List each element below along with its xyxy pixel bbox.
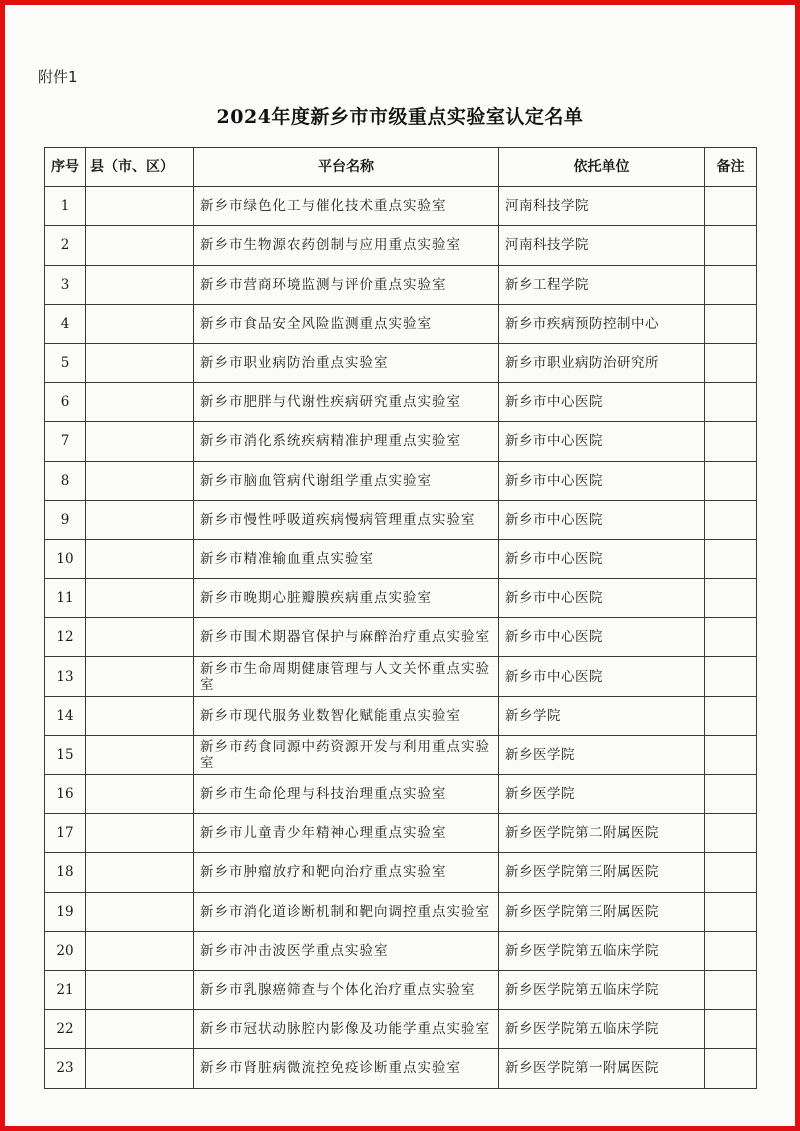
county-cell	[86, 304, 194, 343]
host-unit: 河南科技学院	[499, 187, 705, 226]
table-row	[45, 226, 757, 265]
table-row	[45, 814, 757, 853]
note-cell	[705, 853, 757, 892]
platform-name: 新乡市晚期心脏瓣膜疾病重点实验室	[194, 579, 499, 618]
table-row	[45, 853, 757, 892]
note-cell	[705, 775, 757, 814]
platform-name: 新乡市职业病防治重点实验室	[194, 343, 499, 382]
row-number: 12	[45, 618, 86, 657]
host-unit: 新乡市中心医院	[499, 422, 705, 461]
note-cell	[705, 461, 757, 500]
row-number: 23	[45, 1049, 86, 1088]
host-unit: 新乡医学院第三附属医院	[499, 853, 705, 892]
county-cell	[86, 383, 194, 422]
table-row	[45, 970, 757, 1009]
platform-name: 新乡市肥胖与代谢性疾病研究重点实验室	[194, 383, 499, 422]
platform-name: 新乡市儿童青少年精神心理重点实验室	[194, 814, 499, 853]
county-cell	[86, 1010, 194, 1049]
row-number: 15	[45, 735, 86, 774]
host-unit: 新乡市职业病防治研究所	[499, 343, 705, 382]
header-row	[45, 148, 757, 187]
county-cell	[86, 343, 194, 382]
row-number: 20	[45, 931, 86, 970]
county-cell	[86, 814, 194, 853]
row-number: 5	[45, 343, 86, 382]
table-row	[45, 579, 757, 618]
table-row	[45, 1010, 757, 1049]
note-cell	[705, 539, 757, 578]
table-row	[45, 1049, 757, 1088]
document-title: 2024年度新乡市市级重点实验室认定名单	[216, 106, 584, 128]
county-cell	[86, 931, 194, 970]
row-number: 14	[45, 696, 86, 735]
table-row	[45, 696, 757, 735]
column-header-unit: 依托单位	[499, 148, 705, 187]
county-cell	[86, 226, 194, 265]
row-number: 7	[45, 422, 86, 461]
row-number: 17	[45, 814, 86, 853]
table-row	[45, 265, 757, 304]
host-unit: 新乡市中心医院	[499, 461, 705, 500]
row-number: 6	[45, 383, 86, 422]
host-unit: 新乡市中心医院	[499, 539, 705, 578]
platform-name: 新乡市药食同源中药资源开发与利用重点实验室	[194, 735, 499, 774]
platform-name: 新乡市食品安全风险监测重点实验室	[194, 304, 499, 343]
note-cell	[705, 735, 757, 774]
county-cell	[86, 500, 194, 539]
county-cell	[86, 422, 194, 461]
platform-name: 新乡市乳腺癌筛查与个体化治疗重点实验室	[194, 970, 499, 1009]
county-cell	[86, 579, 194, 618]
note-cell	[705, 383, 757, 422]
row-number: 3	[45, 265, 86, 304]
note-cell	[705, 1010, 757, 1049]
note-cell	[705, 970, 757, 1009]
host-unit: 新乡医学院第五临床学院	[499, 970, 705, 1009]
host-unit: 新乡医学院	[499, 735, 705, 774]
county-cell	[86, 735, 194, 774]
row-number: 1	[45, 187, 86, 226]
host-unit: 新乡市中心医院	[499, 500, 705, 539]
platform-name: 新乡市生物源农药创制与应用重点实验室	[194, 226, 499, 265]
row-number: 18	[45, 853, 86, 892]
note-cell	[705, 1049, 757, 1088]
host-unit: 新乡市中心医院	[499, 383, 705, 422]
host-unit: 新乡医学院第三附属医院	[499, 892, 705, 931]
table-row	[45, 618, 757, 657]
platform-name: 新乡市消化道诊断机制和靶向调控重点实验室	[194, 892, 499, 931]
county-cell	[86, 970, 194, 1009]
note-cell	[705, 618, 757, 657]
table-row	[45, 931, 757, 970]
note-cell	[705, 343, 757, 382]
table-header	[45, 148, 757, 187]
row-number: 21	[45, 970, 86, 1009]
table-row	[45, 657, 757, 696]
host-unit: 新乡市中心医院	[499, 657, 705, 696]
platform-name: 新乡市营商环境监测与评价重点实验室	[194, 265, 499, 304]
row-number: 22	[45, 1010, 86, 1049]
county-cell	[86, 853, 194, 892]
note-cell	[705, 892, 757, 931]
county-cell	[86, 265, 194, 304]
platform-name: 新乡市脑血管病代谢组学重点实验室	[194, 461, 499, 500]
lab-list-table	[44, 147, 757, 1089]
host-unit: 新乡市疾病预防控制中心	[499, 304, 705, 343]
platform-name: 新乡市绿色化工与催化技术重点实验室	[194, 187, 499, 226]
county-cell	[86, 657, 194, 696]
note-cell	[705, 422, 757, 461]
table-row	[45, 539, 757, 578]
note-cell	[705, 226, 757, 265]
platform-name: 新乡市生命周期健康管理与人文关怀重点实验室	[194, 657, 499, 696]
platform-name: 新乡市精准输血重点实验室	[194, 539, 499, 578]
platform-name: 新乡市肿瘤放疗和靶向治疗重点实验室	[194, 853, 499, 892]
county-cell	[86, 696, 194, 735]
platform-name: 新乡市现代服务业数智化赋能重点实验室	[194, 696, 499, 735]
host-unit: 河南科技学院	[499, 226, 705, 265]
host-unit: 新乡市中心医院	[499, 618, 705, 657]
county-cell	[86, 892, 194, 931]
note-cell	[705, 657, 757, 696]
host-unit: 新乡学院	[499, 696, 705, 735]
table-row	[45, 187, 757, 226]
table-row	[45, 735, 757, 774]
platform-name: 新乡市冠状动脉腔内影像及功能学重点实验室	[194, 1010, 499, 1049]
host-unit: 新乡医学院第一附属医院	[499, 1049, 705, 1088]
row-number: 11	[45, 579, 86, 618]
county-cell	[86, 1049, 194, 1088]
note-cell	[705, 265, 757, 304]
platform-name: 新乡市冲击波医学重点实验室	[194, 931, 499, 970]
host-unit: 新乡市中心医院	[499, 579, 705, 618]
note-cell	[705, 187, 757, 226]
table-row	[45, 343, 757, 382]
county-cell	[86, 187, 194, 226]
column-header-platform: 平台名称	[194, 148, 499, 187]
row-number: 10	[45, 539, 86, 578]
row-number: 9	[45, 500, 86, 539]
host-unit: 新乡医学院第五临床学院	[499, 1010, 705, 1049]
platform-name: 新乡市肾脏病微流控免疫诊断重点实验室	[194, 1049, 499, 1088]
row-number: 2	[45, 226, 86, 265]
note-cell	[705, 931, 757, 970]
table-row	[45, 461, 757, 500]
platform-name: 新乡市慢性呼吸道疾病慢病管理重点实验室	[194, 500, 499, 539]
host-unit: 新乡医学院第二附属医院	[499, 814, 705, 853]
note-cell	[705, 500, 757, 539]
note-cell	[705, 304, 757, 343]
county-cell	[86, 775, 194, 814]
table-row	[45, 383, 757, 422]
table-row	[45, 500, 757, 539]
county-cell	[86, 461, 194, 500]
column-header-county: 县（市、区）	[86, 148, 194, 187]
platform-name: 新乡市消化系统疾病精准护理重点实验室	[194, 422, 499, 461]
row-number: 13	[45, 657, 86, 696]
row-number: 19	[45, 892, 86, 931]
platform-name: 新乡市生命伦理与科技治理重点实验室	[194, 775, 499, 814]
county-cell	[86, 618, 194, 657]
host-unit: 新乡医学院	[499, 775, 705, 814]
platform-name: 新乡市围术期器官保护与麻醉治疗重点实验室	[194, 618, 499, 657]
note-cell	[705, 696, 757, 735]
host-unit: 新乡医学院第五临床学院	[499, 931, 705, 970]
host-unit: 新乡工程学院	[499, 265, 705, 304]
column-header-note: 备注	[705, 148, 757, 187]
table-body	[45, 187, 757, 1088]
row-number: 4	[45, 304, 86, 343]
table-row	[45, 775, 757, 814]
attachment-label: 附件1	[38, 68, 78, 86]
table-row	[45, 892, 757, 931]
note-cell	[705, 579, 757, 618]
table-row	[45, 422, 757, 461]
table-row	[45, 304, 757, 343]
row-number: 8	[45, 461, 86, 500]
county-cell	[86, 539, 194, 578]
column-header-no: 序号	[45, 148, 86, 187]
note-cell	[705, 814, 757, 853]
row-number: 16	[45, 775, 86, 814]
